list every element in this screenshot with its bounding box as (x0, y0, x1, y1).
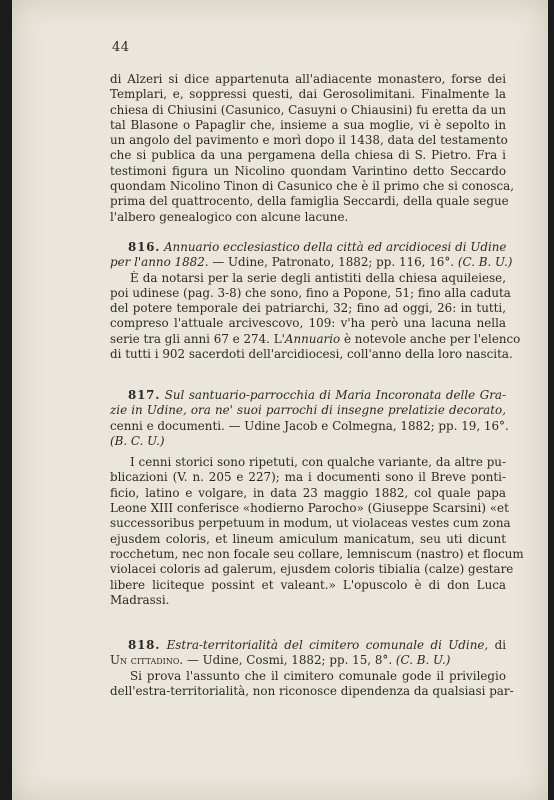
page-number: 44 (112, 40, 130, 55)
text-line: compreso l'attuale arcivescovo, 109: v'ha però una lacuna nella (110, 316, 506, 331)
text-line: che si publica da una pergamena della chiesa di S. Pietro. Fra i (110, 148, 506, 163)
text-line: violacei coloris ad galerum, ejusdem coloris tibialia (calze) gestare (110, 562, 514, 577)
entry-title: cenni e documenti. (110, 418, 225, 433)
text-line: successoribus perpetuum in modum, ut violaceas vestes cum zona (110, 516, 511, 531)
entry-heading-line (110, 418, 509, 434)
entry-818 (110, 638, 514, 699)
entry-title-tail: di (494, 638, 507, 652)
text-line: tal Blasone o Papaglir che, insieme a sua moglie, vi è sepolto in (110, 117, 506, 132)
entry-817 (110, 388, 524, 608)
library-siglum: (C. B. U.) (395, 653, 451, 668)
entry-title: Sul santuario-parrocchia di Maria Incoronata delle Gra- (164, 388, 507, 402)
entry-title: zie in Udine, ora ne' suoi parrochi di insegne prelatizie decorato, (110, 403, 506, 418)
text-run: è notevole anche per l'elenco (340, 331, 521, 346)
entry-author: Un cittadino. (110, 653, 184, 668)
text-run: serie tra gli anni 67 e 274. L' (110, 331, 285, 346)
book-page (12, 0, 548, 800)
text-line: Si prova l'assunto che il cimitero comunale gode il privilegio (130, 668, 506, 683)
entry-heading (110, 638, 506, 653)
text-line: del potere temporale dei patriarchi, 32; fino ad oggi, 26: in tutti, (110, 301, 506, 316)
entry-title: per l'anno 1882. (110, 255, 209, 270)
text-line: rocchetum, nec non focale seu collare, lemniscum (nastro) et flocum (110, 546, 524, 561)
entry-heading-line (110, 653, 506, 668)
library-siglum: (C. B. U.) (457, 255, 513, 270)
text-line: l'albero genealogico con alcune lacune. (110, 209, 349, 224)
text-line: Madrassi. (110, 592, 170, 607)
entry-number: 818. (128, 638, 161, 652)
text-line: chiesa di Chiusini (Casunico, Casuyni o Chiausini) fu eretta da un (110, 102, 506, 117)
text-line: blicazioni (V. n. 205 e 227); ma i documenti sono il Breve ponti- (110, 470, 506, 485)
entry-imprint: — Udine, Cosmi, 1882; pp. 15, 8°. (186, 653, 393, 668)
entry-heading-line (110, 255, 513, 270)
text-line: poi udinese (pag. 3-8) che sono, fino a Popone, 51; fino alla caduta (110, 285, 511, 300)
entry-title: Annuario ecclesiastico della città ed arcidiocesi di Udine (163, 240, 507, 254)
text-line: libere liciteque possint et valeant.» L'opuscolo è di don Luca (110, 577, 506, 592)
entry-heading (110, 240, 506, 255)
text-run-italic: Annuario (284, 331, 341, 346)
text-line: Leone XIII conferisce «hodierno Parocho» (Giuseppe Scarsini) «et (110, 501, 509, 516)
text-line: prima del quattrocento, della famiglia Seccardi, della quale segue (110, 194, 509, 209)
entry-imprint: — Udine Jacob e Colmegna, 1882; pp. 19, 16°. (228, 418, 509, 433)
text-line: ficio, latino e volgare, in data 23 maggio 1882, col quale papa (110, 485, 506, 500)
entry-number: 817. (128, 388, 161, 402)
library-siglum: (B. C. U.) (110, 433, 165, 448)
entry-title: Estra-territorialità del cimitero comunale di Udine, (166, 638, 489, 652)
entry-heading (110, 388, 506, 403)
text-line: ejusdem coloris, et lineum amiculum manicatum, seu uti dicunt (110, 531, 506, 546)
text-line: un angolo del pavimento e morì dopo il 1438, data del testamento (110, 133, 508, 148)
entry-number: 816. (128, 240, 161, 254)
entry-816 (110, 240, 521, 362)
text-line: di Alzeri si dice appartenuta all'adiacente monastero, forse dei (110, 72, 506, 86)
text-line: È da notarsi per la serie degli antistiti della chiesa aquileiese, (130, 270, 506, 285)
text-line: quondam Nicolino Tinon di Casunico che è il primo che si conosca, (110, 179, 514, 194)
text-line: di tutti i 902 sacerdoti dell'arcidiocesi, coll'anno della loro nascita. (110, 347, 513, 362)
intro-paragraph (110, 72, 514, 225)
entry-imprint: — Udine, Patronato, 1882; pp. 116, 16°. (212, 255, 455, 270)
text-line: Templari, e, soppressi questi, dai Gerosolimitani. Finalmente la (110, 87, 506, 102)
text-line: I cenni storici sono ripetuti, con qualche variante, da altre pu- (130, 455, 506, 470)
text-line: dell'estra-territorialità, non riconosce dipendenza da qualsiasi par- (110, 683, 514, 698)
text-line (110, 331, 521, 347)
text-line: testimoni figura un Nicolino quondam Varintino detto Seccardo (110, 163, 506, 178)
